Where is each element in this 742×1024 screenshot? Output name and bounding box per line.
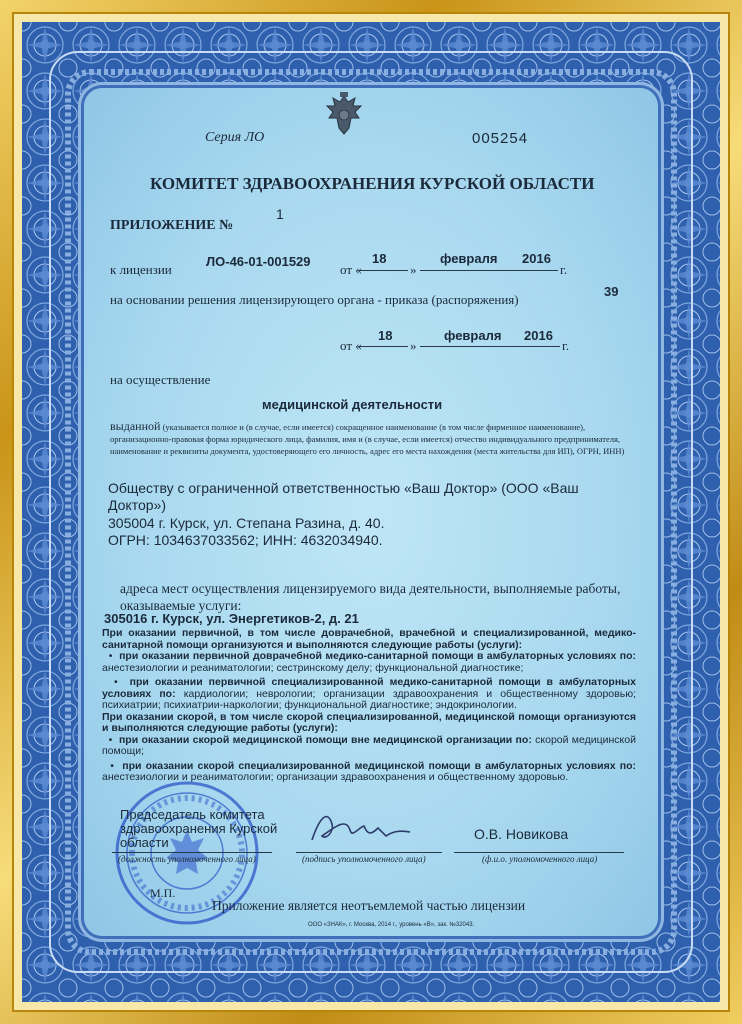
bullet-4-head: при оказании скорой специализированной медицинской помощи в амбулаторных условиях по: (122, 759, 636, 772)
seal-place-label: М.П. (150, 886, 176, 900)
position-caption: (должность уполномоченного лица) (118, 854, 256, 864)
to-license-label: к лицензии (110, 262, 172, 277)
appendix-label: ПРИЛОЖЕНИЕ № (110, 218, 234, 233)
primary-care-paragraph: При оказании первичной, в том числе доврачебной, врачебной и специализированной, медико-санитарной помощи организуются и выполняются следующие работы (услуги): (102, 627, 636, 651)
order-day-underline (358, 346, 408, 347)
emergency-care-paragraph: При оказании скорой, в том числе скорой специализированной, медицинской помощи организуются и выполняются следующие работы (услуги): (102, 710, 636, 734)
bullet-3-body: скорой медицинской помощи; (102, 733, 636, 757)
month-underline (420, 270, 558, 271)
order-close-quote: » (410, 338, 417, 353)
order-month-underline (420, 346, 560, 347)
signatory-name: О.В. Новикова (474, 826, 569, 842)
order-number: 39 (604, 284, 619, 299)
form-number: 005254 (472, 130, 529, 147)
bullet-item: • при оказании скорой медицинской помощи вне медицинской организации по: скорой медицинской помощи; (102, 733, 636, 757)
printer-imprint: ООО «ЗНАК», г. Москва, 2014 г., уровень «В», зак. №32043. (308, 922, 475, 928)
bullet-item: • при оказании первичной доврачебной медико-санитарной помощи в амбулаторных условиях по: анестезиологии и реаниматологии; сестринскому делу; функциональной диагностике; (102, 650, 636, 674)
double-headed-eagle-emblem-icon (319, 90, 369, 140)
position-underline (112, 852, 272, 853)
order-year-suffix: г. (562, 338, 570, 353)
series-label: Серия ЛО (205, 130, 265, 145)
bullet-1-head: при оказании первичной доврачебной медико-санитарной помощи в амбулаторных условиях по: (119, 650, 636, 662)
footer-note: Приложение является неотъемлемой частью лицензии (212, 898, 526, 913)
order-year: 2016 (524, 328, 553, 343)
day-underline (358, 270, 408, 271)
year-suffix: г. (560, 262, 568, 277)
signature-caption: (подпись уполномоченного лица) (302, 854, 426, 864)
bullet-item: • при оказании первичной специализированной медико-санитарной помощи в амбулаторных условиях по: кардиологии; неврологии; организации здравоохранения и общественному здоровью; психиатрии; психиатрии-наркологии; функциональной диагностике; эндокринологии. (102, 676, 636, 711)
handwritten-signature (306, 806, 416, 850)
bullet-2-body: кардиологии; неврологии; организации здравоохранения и общественному здоровью; психиатрии; психиатрии-наркологии; функциональной диагностике; эндокринологии. (102, 687, 636, 711)
activity-value: медицинской деятельности (262, 397, 443, 412)
order-from-label: от « (340, 338, 362, 353)
organization-ids: ОГРН: 1034637033562; ИНН: 4632034940. (108, 532, 383, 548)
services-block (102, 628, 636, 784)
license-month: февраля (440, 251, 498, 266)
issued-note (110, 420, 635, 457)
basis-text: на основании решения лицензирующего органа - приказа (распоряжения) (110, 292, 519, 307)
license-year: 2016 (522, 251, 551, 266)
license-day: 18 (372, 251, 387, 266)
bullet-item: • при оказании скорой специализированной медицинской помощи в амбулаторных условиях по: анестезиологии и реаниматологии; организации здравоохранения и общественному здоровью. (102, 759, 636, 783)
bullet-2-head: при оказании первичной специализированной медико-санитарной помощи в амбулаторных условиях по: (102, 676, 636, 700)
activity-label: на осуществление (110, 372, 211, 387)
name-underline (454, 852, 624, 853)
license-number: ЛО-46-01-001529 (206, 254, 311, 269)
order-day: 18 (378, 328, 393, 343)
organization-name: Обществу с ограниченной ответственностью «Ваш Доктор» (ООО «Ваш Доктор») (108, 480, 579, 513)
bullet-3-head: при оказании скорой медицинской помощи вне медицинской организации по: (118, 733, 532, 746)
organization-address: 305004 г. Курск, ул. Степана Разина, д. 40. (108, 515, 385, 531)
places-label: адреса мест осуществления лицензируемого вида деятельности, выполняемые работы, оказываемые услуги: (120, 581, 621, 613)
issued-label: выданной (110, 419, 161, 433)
name-caption: (ф.и.о. уполномоченного лица) (482, 854, 598, 864)
place-address: 305016 г. Курск, ул. Энергетиков-2, д. 21 (104, 611, 359, 626)
date-from-label: от « (340, 262, 362, 277)
signature-underline (296, 852, 442, 853)
appendix-number: 1 (276, 206, 284, 222)
date-close-quote: » (410, 262, 417, 277)
committee-title: КОМИТЕТ ЗДРАВООХРАНЕНИЯ КУРСКОЙ ОБЛАСТИ (150, 174, 595, 193)
order-month: февраля (444, 328, 502, 343)
signatory-position: Председатель комитета здравоохранения Курской области (120, 807, 278, 850)
bullet-1-body: анестезиологии и реаниматологии; сестринскому делу; функциональной диагностике; (102, 661, 524, 674)
issued-note-text: (указывается полное и (в случае, если имеется) сокращенное наименование (в том числе фирменное наименование), организационно-правовая форма юридического лица, фамилия, имя и (в случае, если имеется) отчество индивидуального предпринимателя, наименование и реквизиты документа, удостоверяющего его личность, адрес его места нахождения (места жительства для ИП), ОГРН, ИНН) (110, 422, 625, 456)
bullet-4-body: анестезиологии и реаниматологии; организации здравоохранения и общественному здоровью. (102, 771, 569, 783)
